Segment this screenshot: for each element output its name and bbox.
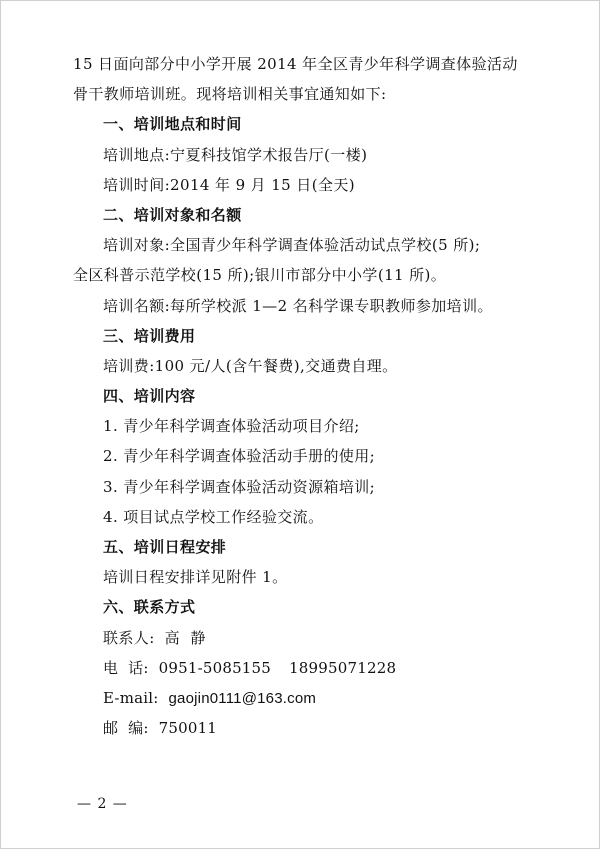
postcode-label: 邮 编: [103, 719, 149, 738]
page-number: — 2 — [77, 796, 128, 812]
training-place: 培训地点:宁夏科技馆学术报告厅(一楼) [103, 145, 368, 164]
content-item-1: 1. 青少年科学调查体验活动项目介绍; [103, 417, 360, 436]
email-value: gaojin0111@163.com [168, 689, 317, 707]
training-fee: 培训费:100 元/人(含午餐费),交通费自理。 [103, 356, 398, 375]
schedule-text: 培训日程安排详见附件 1。 [103, 568, 288, 587]
section-4-title: 四、培训内容 [103, 387, 196, 406]
training-target-line-1: 培训对象:全国青少年科学调查体验活动试点学校(5 所); [103, 236, 481, 255]
training-time: 培训时间:2014 年 9 月 15 日(全天) [103, 175, 356, 194]
phone-value-landline: 0951-5085155 [158, 658, 272, 677]
section-2-title: 二、培训对象和名额 [103, 205, 242, 224]
training-quota: 培训名额:每所学校派 1—2 名科学课专职教师参加培训。 [103, 296, 493, 315]
section-3-title: 三、培训费用 [103, 326, 196, 345]
intro-line-1: 15 日面向部分中小学开展 2014 年全区青少年科学调查体验活动 [73, 55, 518, 73]
intro-line-2: 骨干教师培训班。现将培训相关事宜通知如下: [73, 85, 387, 104]
document-body [73, 49, 543, 743]
section-5-title: 五、培训日程安排 [103, 538, 227, 556]
email-label: E-mail: [103, 688, 159, 707]
section-1-title: 一、培训地点和时间 [103, 115, 242, 134]
section-6-title: 六、联系方式 [103, 598, 196, 617]
content-item-3: 3. 青少年科学调查体验活动资源箱培训; [103, 477, 376, 496]
phone-row [73, 653, 543, 683]
training-target-line-2: 全区科普示范学校(15 所);银川市部分中小学(11 所)。 [73, 266, 447, 285]
postcode-row [73, 713, 543, 743]
contact-person-label: 联系人: [103, 628, 155, 647]
contact-person-value: 高 静 [164, 628, 206, 647]
content-item-2: 2. 青少年科学调查体验活动手册的使用; [103, 447, 376, 466]
phone-value-mobile: 18995071228 [289, 658, 397, 677]
phone-label: 电 话: [103, 658, 149, 677]
email-row [73, 683, 543, 713]
contact-person-row [73, 623, 543, 653]
postcode-value: 750011 [158, 719, 218, 738]
content-item-4: 4. 项目试点学校工作经验交流。 [103, 507, 324, 526]
